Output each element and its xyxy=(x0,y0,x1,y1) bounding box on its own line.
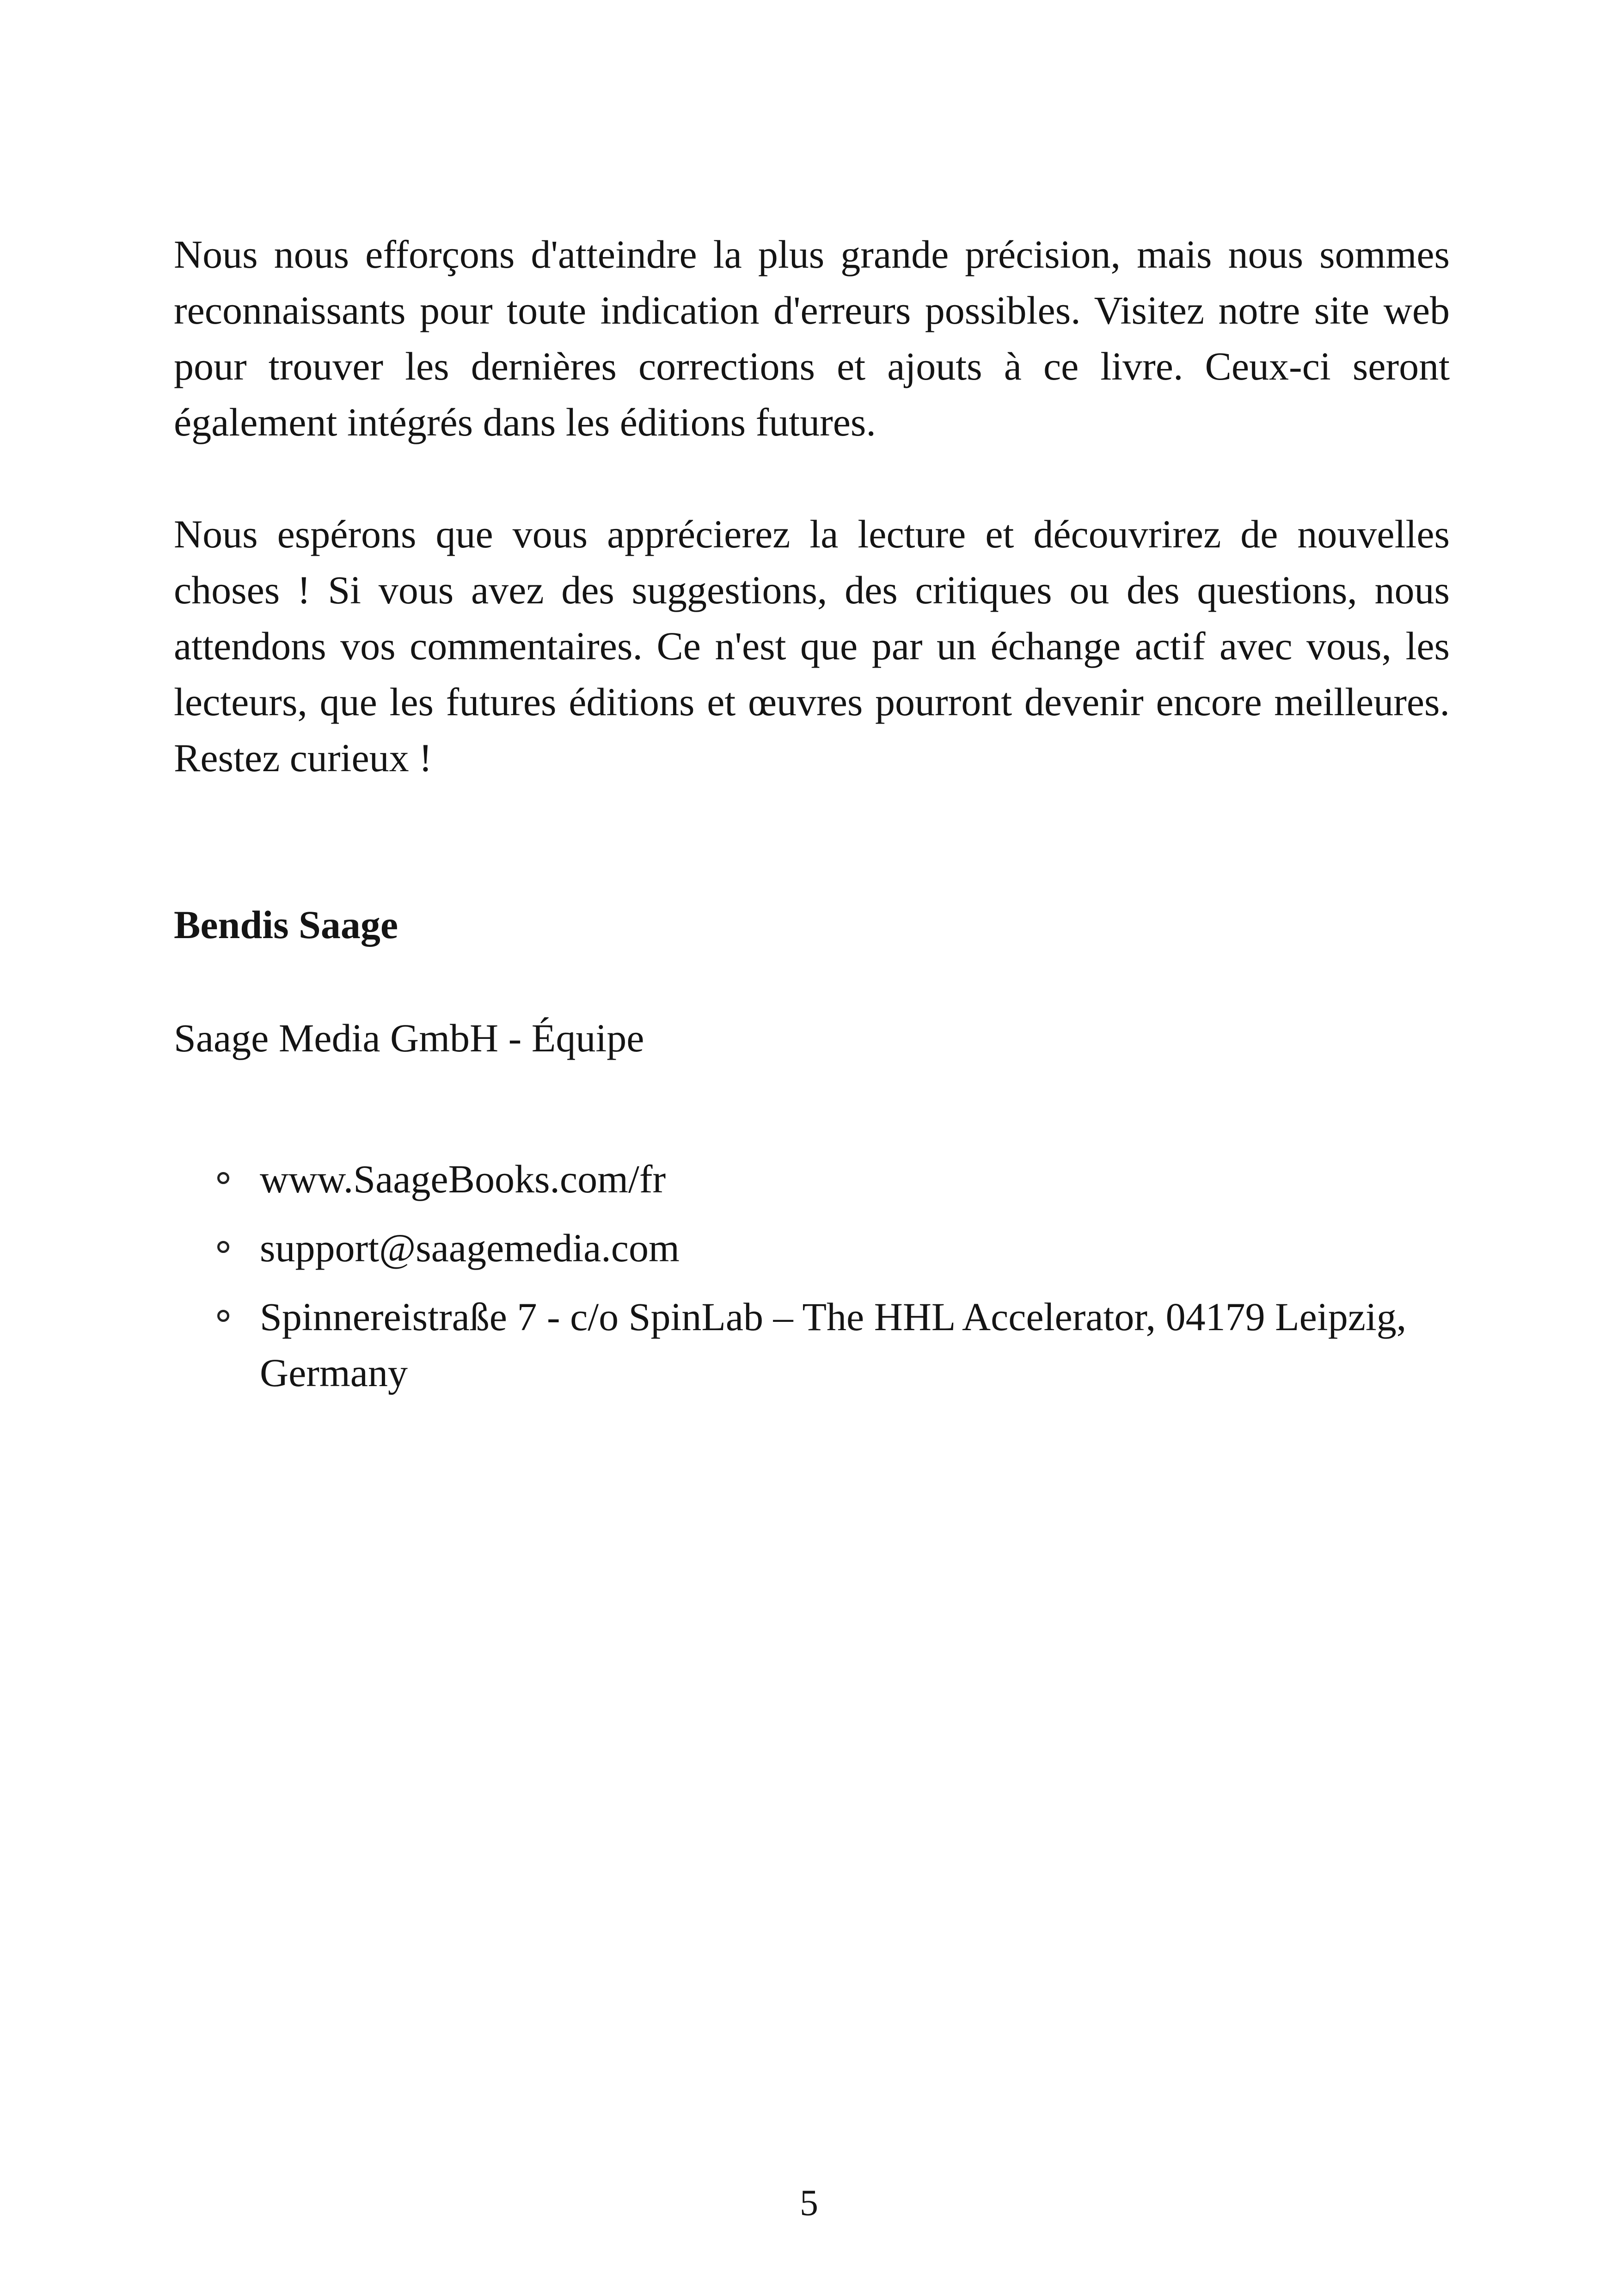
intro-paragraph: Nous nous efforçons d'atteindre la plus grande précision, mais nous sommes reconnaissants pour toute indication d'erreurs possibles. Visitez notre site web pour trouver les dernières corrections et ajouts à ce livre. Ceux-ci seront également intégrés dans les éditions futures. xyxy=(174,232,1450,444)
contact-address-text: Spinnereistraße 7 - c/o SpinLab – The HHL Accelerator, 04179 Leipzig, Germany xyxy=(260,1295,1407,1395)
author-name: Bendis Saage xyxy=(174,902,398,947)
contact-email-text: support@saagemedia.com xyxy=(260,1226,680,1270)
contact-email[interactable] xyxy=(217,1220,1419,1276)
page-number: 5 xyxy=(800,2183,818,2223)
feedback-paragraph: Nous espérons que vous apprécierez la lecture et découvrirez de nouvelles choses ! Si vous avez des suggestions, des critiques ou des questions, nous attendons vos commentaires. Ce n'est que par un échange actif avec vous, les lecteurs, que les futures éditions et œuvres pourront devenir encore meilleures. Restez curieux ! xyxy=(174,512,1450,780)
contact-website-text: www.SaageBooks.com/fr xyxy=(260,1157,666,1201)
contact-address xyxy=(217,1289,1419,1401)
circle-bullet-icon xyxy=(217,1172,229,1184)
circle-bullet-icon xyxy=(217,1241,229,1253)
circle-bullet-icon xyxy=(217,1310,229,1322)
company-name: Saage Media GmbH - Équipe xyxy=(174,1016,644,1060)
contact-website[interactable] xyxy=(217,1151,1419,1207)
contact-list xyxy=(217,1151,1419,1414)
